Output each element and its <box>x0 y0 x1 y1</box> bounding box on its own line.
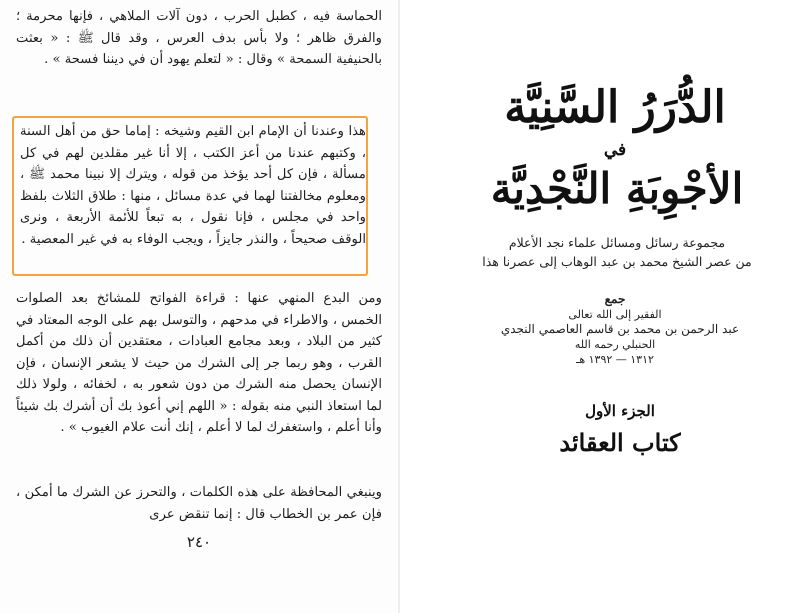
compiler-dates: ١٣١٢ — ١٣٩٢ هـ <box>576 353 654 366</box>
bottom-paragraph <box>16 482 382 525</box>
boxed-paragraph <box>20 121 366 250</box>
top-paragraph-text: الحماسة فيه ، كطبل الحرب ، دون آلات الملاهي ، فإنها محرمة ؛ والفرق ظاهر ؛ ولا بأس بدف العرس ، وقد قال ﷺ : « بعثت بالحنيفية السمحة » وقال : « لتعلم يهود أن في ديننا فسحة » . <box>16 9 382 67</box>
middle-paragraph <box>16 288 382 439</box>
book-title-line-1: الدُّرَرُ السَّنِيَّة <box>504 82 726 133</box>
volume-label: الجزء الأول <box>585 402 655 420</box>
boxed-paragraph-text: هذا وعندنا أن الإمام ابن القيم وشيخه : إماما حق من أهل السنة ، وكتبهم عندنا من أعز الكتب ، إلا أنا غير مقلدين لهم في كل مسألة ، فإن كل أحد يؤخذ من قوله ، ويترك إلا نبينا محمد ﷺ ، ومعلوم مخالفتنا لهما في عدة مسائل ، منها : طلاق الثلاث بلفظ واحد في مجلس ، فإنا نقول ، به تبعاً للأئمة الأربعة ، ونرى الوقف صحيحاً ، والنذر جايزاً ، ويجب الوفاء به في غير المعصية . <box>20 124 366 247</box>
compiler-name: عبد الرحمن بن محمد بن قاسم العاصمي النجدي <box>500 322 740 336</box>
page-number: ٢٤٠ <box>186 533 212 551</box>
middle-paragraph-text: ومن البدع المنهي عنها : قراءة الفواتح للمشائخ بعد الصلوات الخمس ، والاطراء في مدحهم ، والتوسل بهم على الوجه المعتاد في كثير من البلاد ، وبعد مجامع العبادات ، معتقدين أن ذلك من أكمل القرب ، وهو ربما جر إلى الشرك من حيث لا يشعر الإنسان ، فإن الإنسان يحصل منه الشرك من دون شعور به ، لخفائه ، ولولا ذلك لما استعاذ النبي منه بقوله : « اللهم إني أعوذ بك أن أشرك بك شيئاً وأنا أعلم ، واستغفرك لما لا أعلم ، إنك أنت علام الغيوب » . <box>16 291 382 435</box>
book-subtitle-line-1: مجموعة رسائل ومسائل علماء نجد الأعلام <box>508 235 726 250</box>
bottom-paragraph-text: وينبغي المحافظة على هذه الكلمات ، والتحرز عن الشرك ما أمكن ، فإن عمر بن الخطاب قال : إنما تنقض عرى <box>16 485 382 522</box>
top-paragraph <box>16 6 382 71</box>
book-title-line-2: الأجْوِبَةِ النَّجْدِيَّة <box>490 164 744 213</box>
compiler-school: الحنبلي رحمه الله <box>574 338 656 351</box>
book-title-connector: في <box>603 140 627 160</box>
compiler-label: جمع <box>604 292 626 306</box>
compiler-prefix: الفقير إلى الله تعالى <box>568 308 662 321</box>
book-subtitle-line-2: من عصر الشيخ محمد بن عبد الوهاب إلى عصرنا هذا <box>482 254 752 269</box>
volume-title: كتاب العقائد <box>559 428 681 457</box>
